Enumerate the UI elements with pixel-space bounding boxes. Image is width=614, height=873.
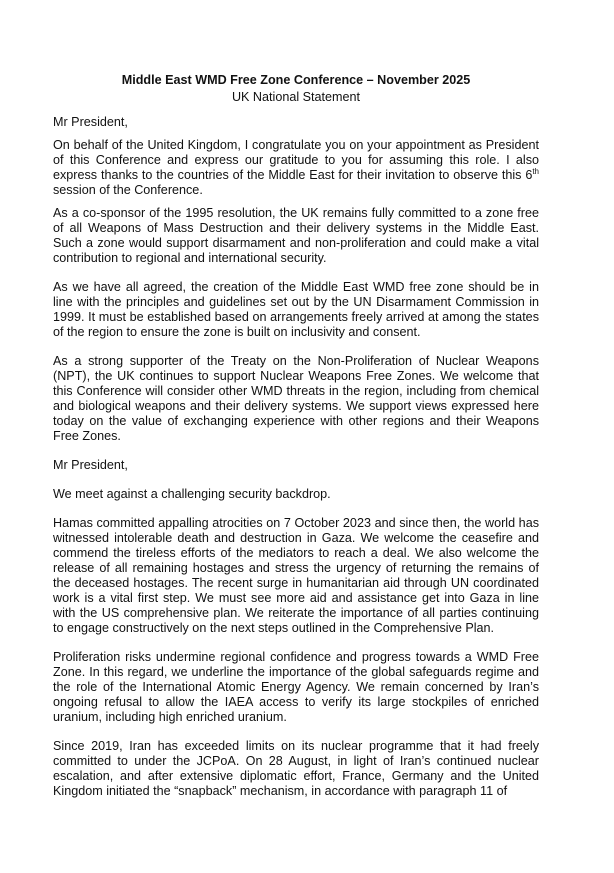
salutation: Mr President, <box>53 458 128 472</box>
paragraph-un-guidelines: As we have all agreed, the creation of the Middle East WMD free zone should be in line with the principles and guidelines set out by the UN Disarmament Commission in 1999. It must be established based on arrangements freely arrived at among the states of the region to ensure the zone is built on inclusivity and consent. <box>53 280 539 339</box>
paragraph-co-sponsor: As a co-sponsor of the 1995 resolution, the UK remains fully committed to a zone free of all Weapons of Mass Destruction and their delivery systems in the Middle East. Such a zone would support disarmament and non-proliferation and could make a vital contribution to regional and international security. <box>53 206 539 265</box>
paragraph-gaza: Hamas committed appalling atrocities on 7 October 2023 and since then, the world has witnessed intolerable death and destruction in Gaza. We welcome the ceasefire and commend the tireless efforts of the mediators to reach a deal. We also welcome the release of all remaining hostages and stress the urgency of returning the remains of the deceased hostages. The recent surge in humanitarian aid through UN coordinated work is a vital first step. We must see more aid and assistance get into Gaza in line with the US comprehensive plan. We reiterate the importance of all parties continuing to engage constructively on the next steps outlined in the Comprehensive Plan. <box>53 516 539 635</box>
paragraph-security-backdrop: We meet against a challenging security backdrop. <box>53 487 331 501</box>
paragraph-text: On behalf of the United Kingdom, I congratulate you on your appointment as President of this Conference and express our gratitude to you for assuming this role. I also express thanks to the countries of the Middle East for their invitation to observe this 6 <box>53 138 539 182</box>
paragraph-congratulations <box>53 138 539 198</box>
document-page <box>53 73 539 799</box>
ordinal-suffix: th <box>532 166 539 176</box>
paragraph-proliferation: Proliferation risks undermine regional confidence and progress towards a WMD Free Zone. In this regard, we underline the importance of the global safeguards regime and the role of the International Atomic Energy Agency. We remain concerned by Iran’s ongoing refusal to allow the IAEA access to verify its large stockpiles of enriched uranium, including high enriched uranium. <box>53 650 539 724</box>
paragraph-text: session of the Conference. <box>53 183 203 197</box>
paragraph-npt: As a strong supporter of the Treaty on the Non-Proliferation of Nuclear Weapons (NPT), the UK continues to support Nuclear Weapons Free Zones. We welcome that this Conference will consider other WMD threats in the region, including from chemical and biological weapons and their delivery systems. We support views expressed here today on the value of exchanging experience with other regions and their Weapons Free Zones. <box>53 354 539 443</box>
paragraph-iran-jcpoa: Since 2019, Iran has exceeded limits on its nuclear programme that it had freely committed to under the JCPoA. On 28 August, in light of Iran’s continued nuclear escalation, and after extensive diplomatic effort, France, Germany and the United Kingdom initiated the “snapback” mechanism, in accordance with paragraph 11 of <box>53 739 539 798</box>
document-title: Middle East WMD Free Zone Conference – November 2025 <box>121 73 471 87</box>
document-subtitle: UK National Statement <box>231 90 361 104</box>
salutation: Mr President, <box>53 115 128 129</box>
